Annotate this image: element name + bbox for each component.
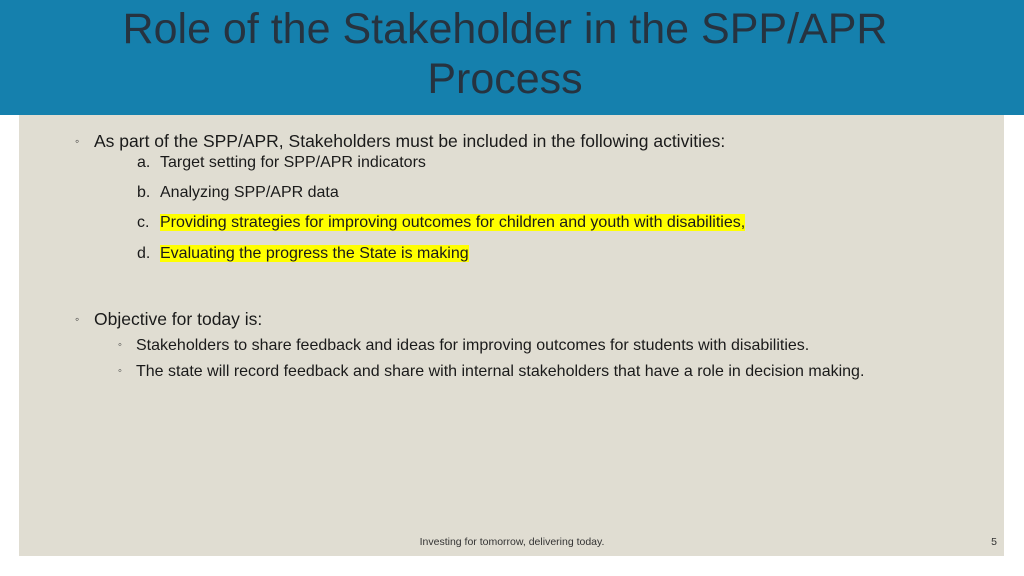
highlighted-list-item-text: Providing strategies for improving outcomes for children and youth with disabilities,	[160, 214, 746, 231]
sub-bullet	[118, 361, 936, 382]
bullet-activities	[75, 130, 726, 152]
list-marker: c.	[137, 214, 150, 231]
bullet-text: Objective for today is:	[94, 309, 263, 329]
highlighted-list-item-text: Evaluating the progress the State is making	[160, 245, 469, 262]
slide-footer: Investing for tomorrow, delivering today.	[419, 536, 605, 548]
slide-title: Role of the Stakeholder in the SPP/APR Process	[122, 5, 888, 103]
sub-bullet-text: The state will record feedback and share with internal stakeholders that have a role in decision making.	[136, 363, 865, 380]
bullet-text: As part of the SPP/APR, Stakeholders must be included in the following activities:	[94, 131, 726, 151]
list-item	[137, 243, 469, 264]
page-number: 5	[991, 536, 997, 548]
list-item-text: Target setting for SPP/APR indicators	[160, 154, 426, 171]
open-circle-bullet-icon: ◦	[118, 365, 122, 377]
list-marker: b.	[137, 184, 151, 201]
title-banner	[0, 0, 1024, 115]
sub-bullet	[118, 335, 936, 356]
list-item	[137, 182, 339, 203]
list-marker: d.	[137, 245, 151, 262]
sub-bullet-text: Stakeholders to share feedback and ideas for improving outcomes for students with disabilities.	[136, 337, 810, 354]
list-item	[137, 152, 426, 173]
open-circle-bullet-icon: ◦	[118, 339, 122, 351]
list-item	[137, 212, 745, 233]
list-marker: a.	[137, 154, 151, 171]
open-circle-bullet-icon: ◦	[75, 312, 80, 326]
open-circle-bullet-icon: ◦	[75, 134, 80, 148]
bullet-objective	[75, 308, 263, 330]
list-item-text: Analyzing SPP/APR data	[160, 184, 339, 201]
